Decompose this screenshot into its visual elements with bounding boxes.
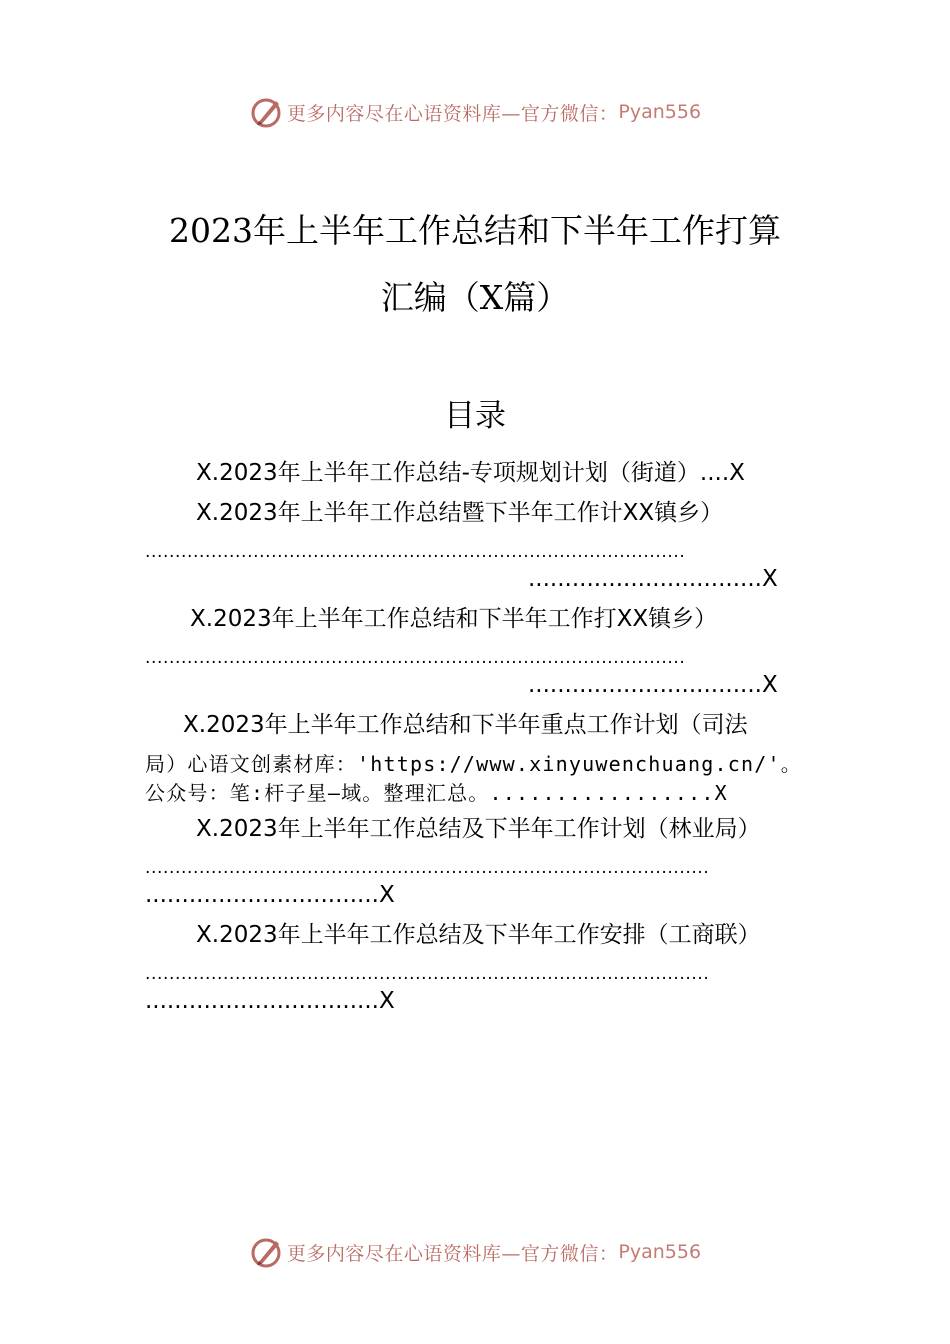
toc-entry-2-leader: ..........................................................................................	[145, 542, 686, 562]
toc-entry-2[interactable]: X.2023年上半年工作总结暨下半年工作计XX镇乡）	[196, 500, 724, 526]
toc-entry-3-leader: ..........................................................................................	[145, 648, 686, 668]
toc-entry-6-leader: ..............................................................................................	[145, 964, 710, 984]
toc-entry-6[interactable]: X.2023年上半年工作总结及下半年工作安排（工商联）	[196, 922, 761, 948]
document-title: 2023年上半年工作总结和下半年工作打算	[169, 211, 781, 250]
toc-heading: 目录	[444, 398, 506, 434]
toc-entry-4-line2: 局）心语文创素材库：'https://www.xinyuwenchuang.cn/'。	[145, 752, 802, 776]
toc-entry-3[interactable]: X.2023年上半年工作总结和下半年工作打XX镇乡）	[190, 606, 718, 632]
document-title-line2: 汇编（X篇）	[380, 278, 570, 317]
banner-handle: Pyan556	[618, 101, 702, 123]
toc-entry-5-page: ................................X	[145, 882, 395, 908]
toc-entry-1[interactable]: X.2023年上半年工作总结-专项规划计划（街道）....X	[196, 460, 745, 486]
toc-entry-6-page: ................................X	[145, 988, 395, 1014]
toc-entry-5-leader: ..............................................................................................	[145, 858, 710, 878]
pen-logo-icon	[249, 1235, 283, 1269]
toc-entry-4[interactable]: X.2023年上半年工作总结和下半年重点工作计划（司法	[183, 712, 748, 738]
footer-banner	[0, 1232, 950, 1272]
toc-entry-2-page: ................................X	[528, 566, 778, 592]
banner-text: 更多内容尽在心语资料库—官方微信：	[286, 1242, 619, 1265]
pen-logo-icon	[249, 95, 283, 129]
toc-entry-5[interactable]: X.2023年上半年工作总结及下半年工作计划（林业局）	[196, 816, 761, 842]
banner-text: 更多内容尽在心语资料库—官方微信：	[286, 102, 619, 125]
banner-handle: Pyan556	[618, 1241, 702, 1263]
toc-entry-3-page: ................................X	[528, 672, 778, 698]
toc-entry-4-line3: 公众号：笔:杆子星—域。整理汇总。.................X	[145, 781, 728, 805]
header-banner	[0, 92, 950, 132]
